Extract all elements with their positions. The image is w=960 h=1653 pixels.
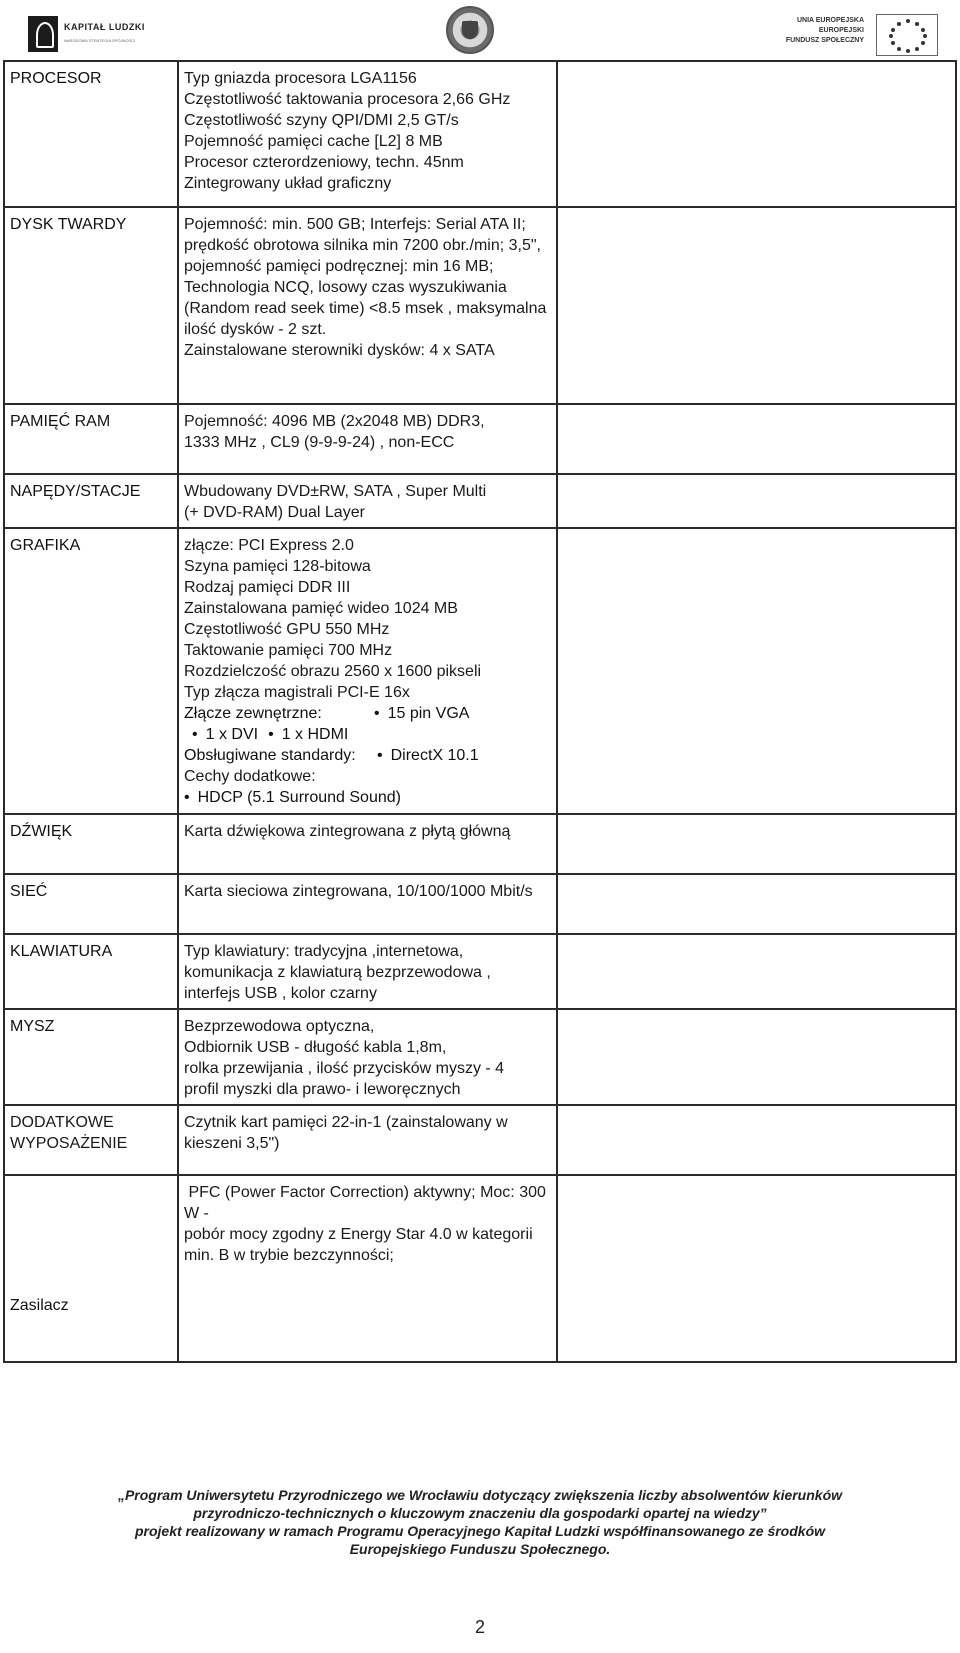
- page-number: 2: [474, 1617, 485, 1637]
- desc-line: min. B w trybie bezczynności;: [184, 1247, 394, 1264]
- category-cell: GRAFIKA: [4, 528, 178, 814]
- desc-line: Typ gniazda procesora LGA1156: [184, 70, 417, 87]
- table-row: [4, 1009, 956, 1105]
- desc-line: Rozdzielczość obrazu 2560 x 1600 pikseli: [184, 663, 482, 680]
- university-seal-icon: [446, 6, 494, 54]
- desc-line: Typ złącza magistrali PCI-E 16x: [184, 684, 410, 701]
- footer-line: Europejskiego Funduszu Społecznego.: [349, 1541, 611, 1557]
- empty-cell: [557, 528, 956, 814]
- desc-line: Rodzaj pamięci DDR III: [184, 579, 351, 596]
- bullet-icon: •: [374, 705, 380, 722]
- desc-line: Zintegrowany układ graficzny: [184, 175, 392, 192]
- bullet-icon: •: [192, 726, 198, 743]
- specification-table: [3, 60, 957, 1363]
- category-cell: PAMIĘĆ RAM: [4, 404, 178, 474]
- footer-line: przyrodniczo-technicznych o kluczowym znaczeniu dla gospodarki opartej na wiedzy”: [193, 1505, 767, 1521]
- category-cell: NAPĘDY/STACJE: [4, 474, 178, 528]
- description-cell: [178, 1009, 557, 1105]
- description-cell: [178, 207, 557, 404]
- category-cell: [4, 1105, 178, 1175]
- description-cell: [178, 1105, 557, 1175]
- desc-line: Szyna pamięci 128-bitowa: [184, 558, 371, 575]
- desc-line: Taktowanie pamięci 700 MHz: [184, 642, 393, 659]
- eu-flag-icon: [876, 14, 938, 56]
- table-row: [4, 1175, 956, 1362]
- desc-line: pobór mocy zgodny z Energy Star 4.0 w kategorii: [184, 1226, 533, 1243]
- description-cell: [178, 814, 557, 874]
- connector-item: 1 x HDMI: [281, 726, 349, 743]
- empty-cell: [557, 1175, 956, 1362]
- table-row: [4, 528, 956, 814]
- empty-cell: [557, 1105, 956, 1175]
- kapital-ludzki-logo: [28, 14, 148, 54]
- kapital-ludzki-logo-subtext: NARODOWA STRATEGIA SPÓJNOŚCI: [64, 38, 136, 43]
- kapital-ludzki-logo-text: KAPITAŁ LUDZKI: [64, 22, 145, 32]
- desc-line: (+ DVD-RAM) Dual Layer: [184, 504, 365, 521]
- desc-line: PFC (Power Factor Correction) aktywny; Moc: 300: [184, 1184, 546, 1201]
- desc-line: kieszeni 3,5"): [184, 1135, 280, 1152]
- standards-label: Obsługiwane standardy:: [184, 747, 356, 764]
- table-row: [4, 61, 956, 207]
- desc-line: Technologia NCQ, losowy czas wyszukiwania: [184, 279, 507, 296]
- standards-line: [184, 745, 552, 766]
- desc-line: pojemność pamięci podręcznej: min 16 MB;: [184, 258, 494, 275]
- description-cell: [178, 934, 557, 1009]
- desc-line: Pojemność: 4096 MB (2x2048 MB) DDR3,: [184, 413, 485, 430]
- table-row: [4, 874, 956, 934]
- footer-line: „Program Uniwersytetu Przyrodniczego we Wrocławiu dotyczący zwiększenia liczby absolwentów kierunków: [117, 1487, 843, 1503]
- description-cell: [178, 528, 557, 814]
- desc-line: Częstotliwość GPU 550 MHz: [184, 621, 390, 638]
- category-cell: MYSZ: [4, 1009, 178, 1105]
- desc-line: Karta sieciowa zintegrowana, 10/100/1000 Mbit/s: [184, 883, 533, 900]
- desc-line: Bezprzewodowa optyczna,: [184, 1018, 375, 1035]
- table-row: [4, 814, 956, 874]
- eu-logo-line: EUROPEJSKI: [818, 27, 864, 34]
- extras-item: HDCP (5.1 Surround Sound): [197, 789, 401, 806]
- extras-line: [184, 787, 552, 808]
- description-cell: [178, 61, 557, 207]
- empty-cell: [557, 874, 956, 934]
- empty-cell: [557, 1009, 956, 1105]
- eu-logo: [778, 14, 938, 56]
- table-row: [4, 474, 956, 528]
- desc-line: profil myszki dla prawo- i leworęcznych: [184, 1081, 461, 1098]
- table-row: [4, 1105, 956, 1175]
- empty-cell: [557, 61, 956, 207]
- project-footer: [30, 1486, 930, 1558]
- kapital-ludzki-emblem-icon: [28, 16, 58, 52]
- category-cell: DYSK TWARDY: [4, 207, 178, 404]
- desc-line: Typ klawiatury: tradycyjna ,internetowa,: [184, 943, 464, 960]
- table-row: [4, 207, 956, 404]
- desc-line: W -: [184, 1205, 209, 1222]
- desc-line: interfejs USB , kolor czarny: [184, 985, 377, 1002]
- eu-logo-line: FUNDUSZ SPOŁECZNY: [785, 37, 864, 44]
- empty-cell: [557, 404, 956, 474]
- connector-item: 15 pin VGA: [387, 705, 470, 722]
- table-row: [4, 404, 956, 474]
- connectors-line: [184, 703, 552, 724]
- desc-line: Procesor czterordzeniowy, techn. 45nm: [184, 154, 464, 171]
- desc-line: Czytnik kart pamięci 22-in-1 (zainstalowany w: [184, 1114, 508, 1131]
- desc-line: komunikacja z klawiaturą bezprzewodowa ,: [184, 964, 491, 981]
- bullet-icon: •: [184, 789, 190, 806]
- category-cell: PROCESOR: [4, 61, 178, 207]
- category-cell: KLAWIATURA: [4, 934, 178, 1009]
- desc-line: Zainstalowana pamięć wideo 1024 MB: [184, 600, 458, 617]
- standards-item: DirectX 10.1: [390, 747, 479, 764]
- bullet-icon: •: [377, 747, 383, 764]
- description-cell: [178, 474, 557, 528]
- category-cell: SIEĆ: [4, 874, 178, 934]
- connectors-line: [184, 724, 552, 745]
- extras-label: Cechy dodatkowe:: [184, 768, 316, 785]
- desc-line: Częstotliwość szyny QPI/DMI 2,5 GT/s: [184, 112, 459, 129]
- category-line: DODATKOWE: [10, 1114, 114, 1131]
- eu-logo-line: UNIA EUROPEJSKA: [796, 17, 864, 24]
- desc-line: Częstotliwość taktowania procesora 2,66 GHz: [184, 91, 511, 108]
- category-cell: DŹWIĘK: [4, 814, 178, 874]
- desc-line: 1333 MHz , CL9 (9-9-9-24) , non-ECC: [184, 434, 455, 451]
- desc-line: Pojemność: min. 500 GB; Interfejs: Serial ATA II;: [184, 216, 526, 233]
- empty-cell: [557, 814, 956, 874]
- empty-cell: [557, 474, 956, 528]
- desc-line: złącze: PCI Express 2.0: [184, 537, 354, 554]
- empty-cell: [557, 207, 956, 404]
- desc-line: Wbudowany DVD±RW, SATA , Super Multi: [184, 483, 487, 500]
- connectors-label: Złącze zewnętrzne:: [184, 705, 322, 722]
- connector-item: 1 x DVI: [205, 726, 259, 743]
- desc-line: prędkość obrotowa silnika min 7200 obr./min; 3,5",: [184, 237, 541, 254]
- bullet-icon: •: [268, 726, 274, 743]
- description-cell: [178, 874, 557, 934]
- table-row: [4, 934, 956, 1009]
- desc-line: Pojemność pamięci cache [L2] 8 MB: [184, 133, 443, 150]
- description-cell: [178, 404, 557, 474]
- category-line: WYPOSAŻENIE: [10, 1135, 128, 1152]
- desc-line: (Random read seek time) <8.5 msek , maksymalna: [184, 300, 547, 317]
- eu-logo-text: [786, 16, 864, 46]
- desc-line: Odbiornik USB - długość kabla 1,8m,: [184, 1039, 447, 1056]
- desc-line: Karta dźwiękowa zintegrowana z płytą główną: [184, 823, 511, 840]
- desc-line: rolka przewijania , ilość przycisków myszy - 4: [184, 1060, 505, 1077]
- description-cell: [178, 1175, 557, 1362]
- footer-line: projekt realizowany w ramach Programu Operacyjnego Kapitał Ludzki współfinansowanego ze środków: [134, 1523, 826, 1539]
- category-cell: Zasilacz: [4, 1175, 178, 1362]
- empty-cell: [557, 934, 956, 1009]
- desc-line: Zainstalowane sterowniki dysków: 4 x SATA: [184, 342, 495, 359]
- desc-line: ilość dysków - 2 szt.: [184, 321, 327, 338]
